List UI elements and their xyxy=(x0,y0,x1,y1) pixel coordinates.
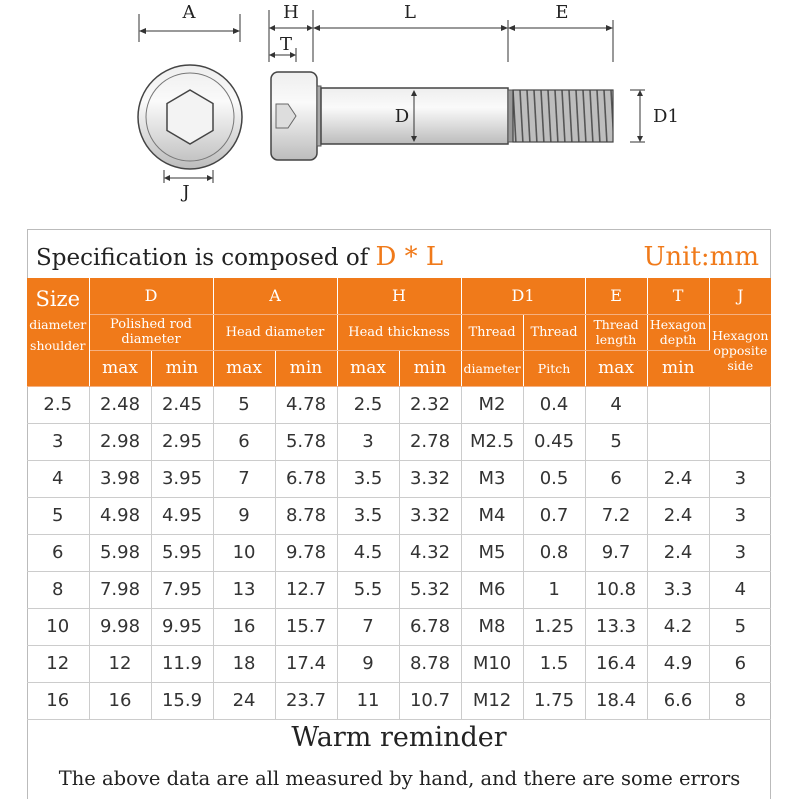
table-cell: 5.78 xyxy=(275,423,337,460)
dim-d1 xyxy=(630,90,679,142)
table-cell: 6 xyxy=(709,645,771,682)
table-cell: M3 xyxy=(461,460,523,497)
table-cell: 3.98 xyxy=(89,460,151,497)
table-cell: 5.95 xyxy=(151,534,213,571)
table-cell: 2.5 xyxy=(337,386,399,423)
table-cell: 12 xyxy=(89,645,151,682)
table-cell: 8 xyxy=(27,571,89,608)
table-cell: 9.98 xyxy=(89,608,151,645)
table-cell: 1.75 xyxy=(523,682,585,719)
table-row xyxy=(27,608,771,645)
table-cell: 8.78 xyxy=(275,497,337,534)
table-cell: 7.98 xyxy=(89,571,151,608)
table-cell: 3.3 xyxy=(647,571,709,608)
spec-table-body xyxy=(27,386,771,719)
table-row xyxy=(27,386,771,423)
spec-title-prefix: Specification is composed of xyxy=(36,245,376,271)
table-row xyxy=(27,682,771,719)
table-cell: 16 xyxy=(27,682,89,719)
header-row-minmax xyxy=(27,350,771,386)
table-cell: 1.25 xyxy=(523,608,585,645)
table-cell: 4.2 xyxy=(647,608,709,645)
table-cell: M10 xyxy=(461,645,523,682)
header-a-desc: Head diameter xyxy=(213,314,337,350)
reminder-note: The above data are all measured by hand, and there are some errors xyxy=(58,767,741,790)
header-h-min: min xyxy=(399,350,461,386)
label-t: T xyxy=(279,34,293,55)
table-cell: 5.5 xyxy=(337,571,399,608)
header-h-max: max xyxy=(337,350,399,386)
table-cell: 9 xyxy=(213,497,275,534)
table-cell: 11.9 xyxy=(151,645,213,682)
table-cell: M12 xyxy=(461,682,523,719)
table-row xyxy=(27,423,771,460)
unit-label: Unit:mm xyxy=(643,242,759,272)
label-a: A xyxy=(182,2,196,23)
table-cell: 7.2 xyxy=(585,497,647,534)
label-h: H xyxy=(283,2,299,23)
table-cell: 8.78 xyxy=(399,645,461,682)
table-cell: 8 xyxy=(709,682,771,719)
header-d1-desc1: Thread xyxy=(461,314,523,350)
header-a: A xyxy=(213,278,337,314)
table-cell: 0.8 xyxy=(523,534,585,571)
table-cell: 2.4 xyxy=(647,497,709,534)
table-cell: M2.5 xyxy=(461,423,523,460)
header-e-sub: max xyxy=(585,350,647,386)
table-cell xyxy=(647,386,709,423)
header-t-sub: min xyxy=(647,350,709,386)
reminder-title: Warm reminder xyxy=(291,722,507,753)
table-cell: 2.32 xyxy=(399,386,461,423)
bolt-side-view xyxy=(271,72,613,160)
table-cell: 6 xyxy=(585,460,647,497)
table-cell: 18 xyxy=(213,645,275,682)
table-cell: 5 xyxy=(213,386,275,423)
table-cell: 3 xyxy=(709,460,771,497)
table-cell: 6.6 xyxy=(647,682,709,719)
table-cell: 24 xyxy=(213,682,275,719)
spec-title-accent: D * L xyxy=(375,242,444,272)
table-cell: M6 xyxy=(461,571,523,608)
table-cell: 3.32 xyxy=(399,460,461,497)
table-cell: 23.7 xyxy=(275,682,337,719)
table-row xyxy=(27,571,771,608)
header-d-max: max xyxy=(89,350,151,386)
header-row-symbols xyxy=(27,278,771,314)
table-cell: 2.45 xyxy=(151,386,213,423)
table-cell: 5.32 xyxy=(399,571,461,608)
table-cell: 13.3 xyxy=(585,608,647,645)
table-cell: 16.4 xyxy=(585,645,647,682)
table-cell: 10 xyxy=(27,608,89,645)
table-cell: 0.5 xyxy=(523,460,585,497)
header-e: E xyxy=(585,278,647,314)
dim-j xyxy=(164,170,213,203)
header-j-desc: Hexagon opposite side xyxy=(709,314,771,386)
table-cell: 6.78 xyxy=(399,608,461,645)
dim-l xyxy=(313,2,508,62)
table-cell: 12.7 xyxy=(275,571,337,608)
table-cell: 4 xyxy=(709,571,771,608)
table-cell: 7.95 xyxy=(151,571,213,608)
table-row xyxy=(27,460,771,497)
table-cell: 5 xyxy=(585,423,647,460)
table-cell: 2.48 xyxy=(89,386,151,423)
dim-t xyxy=(269,34,296,62)
table-row xyxy=(27,534,771,571)
table-row xyxy=(27,497,771,534)
table-cell: 1.5 xyxy=(523,645,585,682)
header-d1-sub2: Pitch xyxy=(523,350,585,386)
header-d1: D1 xyxy=(461,278,585,314)
table-cell: 3 xyxy=(337,423,399,460)
table-cell: 5 xyxy=(27,497,89,534)
table-cell: 16 xyxy=(213,608,275,645)
label-l: L xyxy=(404,2,416,23)
table-cell: M4 xyxy=(461,497,523,534)
table-cell: 4.98 xyxy=(89,497,151,534)
header-d-min: min xyxy=(151,350,213,386)
table-cell: 4 xyxy=(585,386,647,423)
label-j: J xyxy=(182,182,190,203)
table-cell: 16 xyxy=(89,682,151,719)
header-row-desc xyxy=(27,314,771,350)
table-cell: 3.32 xyxy=(399,497,461,534)
table-cell: 3.5 xyxy=(337,460,399,497)
dim-a xyxy=(139,2,240,42)
table-cell: 7 xyxy=(213,460,275,497)
table-cell: 10.8 xyxy=(585,571,647,608)
header-d1-desc2: Thread xyxy=(523,314,585,350)
label-d: D xyxy=(394,106,410,127)
header-t: T xyxy=(647,278,709,314)
table-cell: 9.7 xyxy=(585,534,647,571)
table-cell: 0.4 xyxy=(523,386,585,423)
table-cell: 11 xyxy=(337,682,399,719)
size-sub-label: diameter shoulder xyxy=(29,317,87,353)
header-d: D xyxy=(89,278,213,314)
table-cell: 3 xyxy=(709,497,771,534)
table-cell: 2.95 xyxy=(151,423,213,460)
header-d1-sub1: diameter xyxy=(461,350,523,386)
header-t-desc: Hexagon depth xyxy=(647,314,709,350)
table-cell: 3 xyxy=(709,534,771,571)
table-cell: M2 xyxy=(461,386,523,423)
table-cell: 9.95 xyxy=(151,608,213,645)
table-cell: 10 xyxy=(213,534,275,571)
header-size xyxy=(27,278,89,386)
header-a-min: min xyxy=(275,350,337,386)
table-cell: 18.4 xyxy=(585,682,647,719)
table-cell: 9.78 xyxy=(275,534,337,571)
table-cell: 17.4 xyxy=(275,645,337,682)
table-cell: 15.9 xyxy=(151,682,213,719)
table-cell: 10.7 xyxy=(399,682,461,719)
table-cell: 1 xyxy=(523,571,585,608)
table-cell: M8 xyxy=(461,608,523,645)
header-h-desc: Head thickness xyxy=(337,314,461,350)
header-e-desc: Thread length xyxy=(585,314,647,350)
table-cell: 3.5 xyxy=(337,497,399,534)
table-cell: 15.7 xyxy=(275,608,337,645)
table-cell: 5 xyxy=(709,608,771,645)
table-cell: 7 xyxy=(337,608,399,645)
header-d-desc: Polished rod diameter xyxy=(89,314,213,350)
table-cell: 4.32 xyxy=(399,534,461,571)
table-cell: 0.7 xyxy=(523,497,585,534)
table-cell: 4.95 xyxy=(151,497,213,534)
dim-e xyxy=(508,2,613,62)
table-cell xyxy=(709,386,771,423)
table-cell: 4 xyxy=(27,460,89,497)
table-cell: 4.9 xyxy=(647,645,709,682)
header-j: J xyxy=(709,278,771,314)
size-label: Size xyxy=(35,287,81,311)
table-cell: 5.98 xyxy=(89,534,151,571)
table-cell: 2.4 xyxy=(647,534,709,571)
header-a-max: max xyxy=(213,350,275,386)
table-cell: 4.78 xyxy=(275,386,337,423)
table-cell: 2.5 xyxy=(27,386,89,423)
spec-table xyxy=(27,278,771,720)
table-cell: 2.4 xyxy=(647,460,709,497)
table-cell: 2.78 xyxy=(399,423,461,460)
table-cell: 3 xyxy=(27,423,89,460)
table-cell xyxy=(709,423,771,460)
table-cell: 0.45 xyxy=(523,423,585,460)
table-cell xyxy=(647,423,709,460)
header-h: H xyxy=(337,278,461,314)
table-cell: 4.5 xyxy=(337,534,399,571)
bolt-end-view xyxy=(138,65,242,169)
table-cell: 9 xyxy=(337,645,399,682)
table-cell: M5 xyxy=(461,534,523,571)
spec-title xyxy=(36,237,443,277)
table-cell: 2.98 xyxy=(89,423,151,460)
table-cell: 6 xyxy=(213,423,275,460)
bolt-diagram xyxy=(0,0,799,215)
table-row xyxy=(27,645,771,682)
table-cell: 6.78 xyxy=(275,460,337,497)
label-e: E xyxy=(555,2,569,23)
table-cell: 3.95 xyxy=(151,460,213,497)
table-cell: 6 xyxy=(27,534,89,571)
label-d1: D1 xyxy=(653,106,679,127)
table-cell: 13 xyxy=(213,571,275,608)
table-cell: 12 xyxy=(27,645,89,682)
